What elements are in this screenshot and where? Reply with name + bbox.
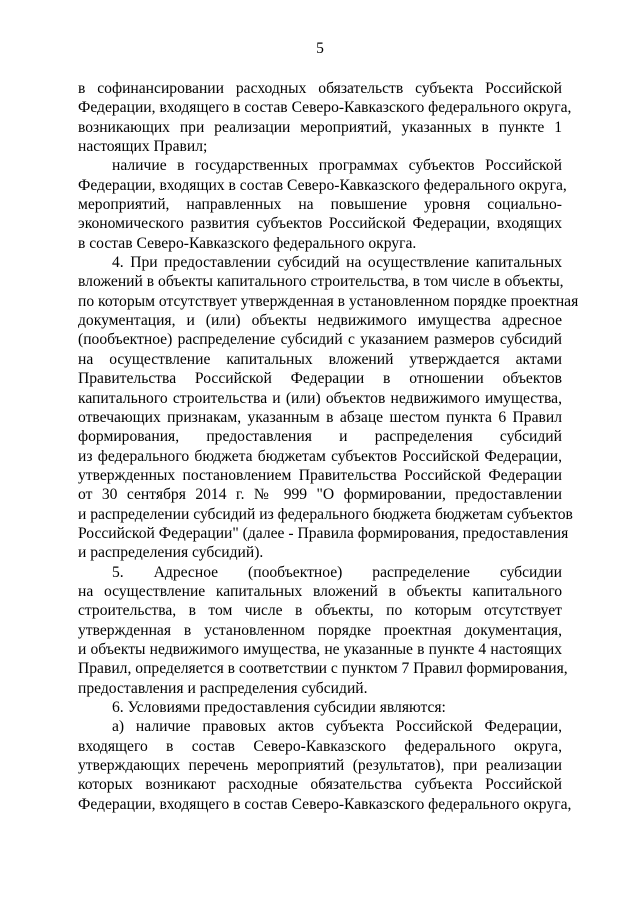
text-line: а) наличие правовых актов субъекта Российской Федерации,	[112, 718, 562, 736]
text-line: мероприятий, направленных на повышение уровня социально-	[78, 196, 562, 214]
text-line: которых возникают расходные обязательства субъекта Российской	[78, 776, 562, 794]
text-line: настоящих Правил;	[78, 138, 208, 156]
paragraph	[78, 563, 568, 698]
text-line: на осуществление капитальных вложений утверждается актами	[78, 350, 562, 368]
text-line: Федерации, входящего в состав Северо-Кавказского федерального округа,	[78, 99, 572, 117]
text-line: вложений в объекты капитального строительства, в том числе в объекты,	[78, 273, 564, 291]
paragraph	[78, 79, 572, 156]
text-line: в состав Северо-Кавказского федерального округа.	[78, 234, 417, 252]
text-line: (пообъектное) распределение субсидий с указанием размеров субсидий	[78, 331, 562, 349]
text-line: и объекты недвижимого имущества, не указанные в пункте 4 настоящих	[78, 640, 562, 658]
text-line: входящего в состав Северо-Кавказского федерального округа,	[78, 737, 562, 755]
text-line: Правил, определяется в соответствии с пунктом 7 Правил формирования,	[78, 660, 568, 678]
text-line: утвержденных постановлением Правительства Российской Федерации	[78, 466, 562, 484]
text-line: 6. Условиями предоставления субсидии являются:	[112, 699, 446, 716]
text-line: Российской Федерации" (далее - Правила формирования, предоставления	[78, 524, 569, 542]
text-line: Федерации, входящих в состав Северо-Кавказского федерального округа,	[78, 176, 567, 194]
text-line: капитального строительства и (или) объектов недвижимого имущества,	[78, 389, 562, 407]
text-line: по которым отсутствует утвержденная в установленном порядке проектная	[78, 292, 579, 310]
paragraph	[78, 698, 562, 717]
text-line: Федерации, входящего в состав Северо-Кавказского федерального округа,	[78, 795, 572, 813]
document-body	[78, 79, 579, 814]
text-line: и распределении субсидий из федерального бюджета бюджетам субъектов	[78, 505, 573, 523]
text-line: утверждающих перечень мероприятий (результатов), при реализации	[78, 757, 562, 775]
text-line: и распределения субсидий).	[78, 544, 264, 562]
text-line: в софинансировании расходных обязательств субъекта Российской	[78, 80, 562, 97]
text-line: строительства, в том числе в объекты, по которым отсутствует	[78, 602, 562, 620]
text-line: формирования, предоставления и распределения субсидий	[78, 428, 562, 446]
text-line: на осуществление капитальных вложений в объекты капитального	[78, 582, 562, 600]
text-line: от 30 сентября 2014 г. № 999 "О формировании, предоставлении	[78, 486, 562, 504]
text-line: документация, и (или) объекты недвижимого имущества адресное	[78, 312, 562, 330]
text-line: Правительства Российской Федерации в отношении объектов	[78, 370, 562, 388]
text-line: отвечающих признакам, указанным в абзаце шестом пункта 6 Правил	[78, 408, 562, 426]
text-line: 5. Адресное (пообъектное) распределение субсидии	[112, 563, 562, 581]
text-line: утвержденная в установленном порядке проектная документация,	[78, 621, 562, 639]
text-line: экономического развития субъектов Российской Федерации, входящих	[78, 215, 562, 233]
text-line: предоставления и распределения субсидий.	[78, 679, 368, 697]
paragraph	[78, 156, 567, 253]
text-line: 4. При предоставлении субсидий на осуществление капитальных	[112, 254, 562, 272]
text-line: наличие в государственных программах субъектов Российской	[112, 157, 562, 175]
text-line: возникающих при реализации мероприятий, указанных в пункте 1	[78, 118, 562, 136]
paragraph	[78, 253, 579, 563]
paragraph	[78, 717, 572, 814]
text-line: из федерального бюджета бюджетам субъектов Российской Федерации,	[78, 447, 562, 465]
page-number: 5	[316, 40, 324, 57]
